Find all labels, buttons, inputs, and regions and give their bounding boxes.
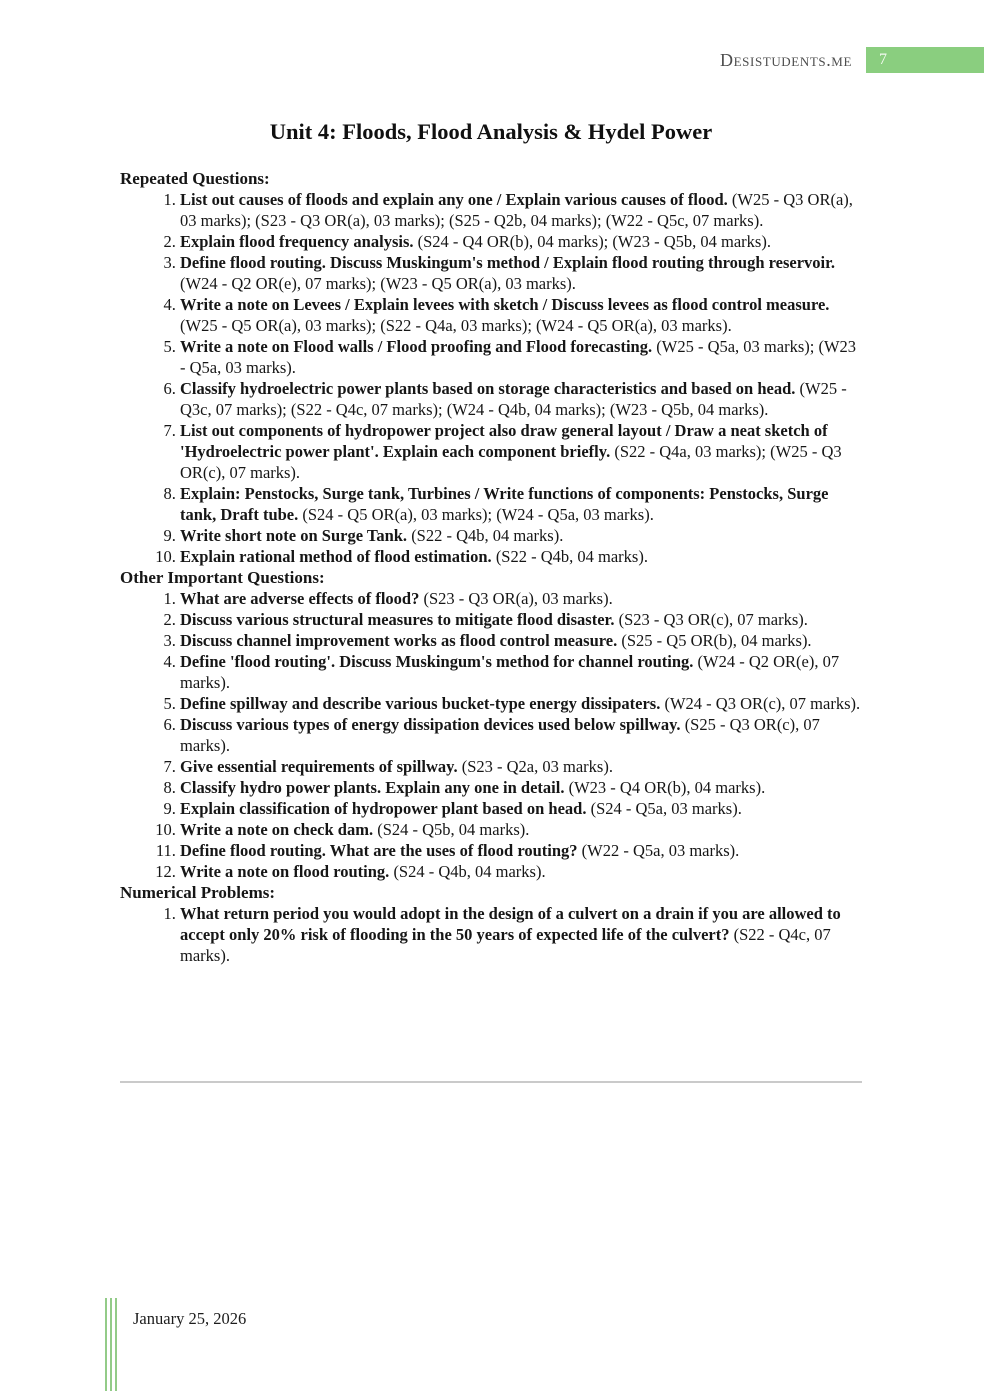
question-text: Classify hydroelectric power plants based on storage characteristics and based on head. [180, 379, 796, 398]
marks-text: (W25 - Q3c, 07 marks); (S22 - Q4c, 07 marks); (W24 - Q4b, 04 marks); (W23 - Q5b, 04 marks). [180, 379, 847, 419]
footer-accent-bars [105, 1298, 120, 1391]
question-text: Define spillway and describe various bucket-type energy dissipaters. [180, 694, 661, 713]
divider-rule [120, 1081, 862, 1083]
question-item [180, 546, 862, 567]
question-item [180, 483, 862, 525]
marks-text: (S24 - Q4b, 04 marks). [393, 862, 546, 881]
question-text: What are adverse effects of flood? [180, 589, 420, 608]
page-title: Unit 4: Floods, Flood Analysis & Hydel Power [269, 119, 713, 144]
question-list [120, 189, 862, 567]
question-text: Write short note on Surge Tank. [180, 526, 408, 545]
marks-text: (W23 - Q4 OR(b), 04 marks). [568, 778, 766, 797]
question-item [180, 777, 862, 798]
question-item [180, 693, 862, 714]
marks-text: (S23 - Q2a, 03 marks). [461, 757, 613, 776]
question-text: Explain classification of hydropower plant based on head. [180, 799, 587, 818]
document-content [120, 118, 862, 966]
question-text: List out components of hydropower project also draw general layout / Draw a neat sketch of 'Hydroelectric power plant'. Explain each component briefly. [180, 421, 828, 461]
page-header [0, 47, 984, 73]
marks-text: (W24 - Q3 OR(c), 07 marks). [664, 694, 861, 713]
question-text: Explain rational method of flood estimation. [180, 547, 492, 566]
question-text: Write a note on flood routing. [180, 862, 390, 881]
question-text: Write a note on Levees / Explain levees with sketch / Discuss levees as flood control measure. [180, 295, 830, 314]
question-item [180, 903, 862, 966]
section-heading: Repeated Questions: [120, 169, 270, 188]
page-number: 7 [879, 51, 887, 68]
marks-text: (S24 - Q5b, 04 marks). [377, 820, 530, 839]
marks-text: (S25 - Q5 OR(b), 04 marks). [621, 631, 812, 650]
marks-text: (W24 - Q2 OR(e), 07 marks); (W23 - Q5 OR(a), 03 marks). [180, 274, 576, 293]
question-list [120, 903, 862, 966]
section-heading: Other Important Questions: [120, 568, 325, 587]
question-item [180, 420, 862, 483]
section-heading: Numerical Problems: [120, 883, 276, 902]
question-item [180, 231, 862, 252]
question-text: What return period you would adopt in the design of a culvert on a drain if you are allowed to accept only 20% risk of flooding in the 50 years of expected life of the culvert? [180, 904, 841, 944]
question-item [180, 189, 862, 231]
question-text: Explain: Penstocks, Surge tank, Turbines / Write functions of components: Penstocks, Surge tank, Draft tube. [180, 484, 829, 524]
question-item [180, 798, 862, 819]
question-item [180, 630, 862, 651]
question-text: List out causes of floods and explain any one / Explain various causes of flood. [180, 190, 728, 209]
question-item [180, 861, 862, 882]
question-text: Define 'flood routing'. Discuss Muskingum's method for channel routing. [180, 652, 694, 671]
marks-text: (W25 - Q3 OR(a), 03 marks); (S23 - Q3 OR(a), 03 marks); (S25 - Q2b, 04 marks); (W22 - Q5c, 07 marks). [180, 190, 853, 230]
question-list [120, 588, 862, 882]
marks-text: (S22 - Q4b, 04 marks). [411, 526, 564, 545]
question-item [180, 294, 862, 336]
question-text: Explain flood frequency analysis. [180, 232, 414, 251]
question-item [180, 336, 862, 378]
question-text: Classify hydro power plants. Explain any one in detail. [180, 778, 565, 797]
marks-text: (S22 - Q4b, 04 marks). [495, 547, 648, 566]
marks-text: (S24 - Q5 OR(a), 03 marks); (W24 - Q5a, 03 marks). [302, 505, 654, 524]
marks-text: (S23 - Q3 OR(c), 07 marks). [618, 610, 808, 629]
question-item [180, 252, 862, 294]
marks-text: (S22 - Q4a, 03 marks); (W25 - Q3 OR(c), 07 marks). [180, 442, 842, 482]
question-text: Discuss channel improvement works as flood control measure. [180, 631, 618, 650]
question-text: Discuss various structural measures to mitigate flood disaster. [180, 610, 615, 629]
marks-text: (S24 - Q4 OR(b), 04 marks); (W23 - Q5b, 04 marks). [417, 232, 771, 251]
question-sections [120, 168, 862, 966]
marks-text: (S25 - Q3 OR(c), 07 marks). [180, 715, 820, 755]
question-item [180, 756, 862, 777]
question-item [180, 609, 862, 630]
question-item [180, 714, 862, 756]
question-item [180, 525, 862, 546]
marks-text: (W25 - Q5 OR(a), 03 marks); (S22 - Q4a, 03 marks); (W24 - Q5 OR(a), 03 marks). [180, 316, 732, 335]
question-item [180, 588, 862, 609]
site-name: Desistudents.me [720, 50, 852, 70]
question-text: Write a note on check dam. [180, 820, 374, 839]
marks-text: (W25 - Q5a, 03 marks); (W23 - Q5a, 03 marks). [180, 337, 857, 377]
question-item [180, 819, 862, 840]
question-text: Write a note on Flood walls / Flood proofing and Flood forecasting. [180, 337, 653, 356]
question-text: Give essential requirements of spillway. [180, 757, 458, 776]
marks-text: (S22 - Q4c, 07 marks). [180, 925, 831, 965]
page-number-badge [866, 47, 984, 73]
marks-text: (W24 - Q2 OR(e), 07 marks). [180, 652, 840, 692]
marks-text: (S23 - Q3 OR(a), 03 marks). [423, 589, 613, 608]
footer-date: January 25, 2026 [133, 1309, 247, 1328]
marks-text: (S24 - Q5a, 03 marks). [590, 799, 742, 818]
marks-text: (W22 - Q5a, 03 marks). [581, 841, 740, 860]
question-item [180, 840, 862, 861]
question-text: Discuss various types of energy dissipation devices used below spillway. [180, 715, 681, 734]
question-text: Define flood routing. Discuss Muskingum's method / Explain flood routing through reservoir. [180, 253, 836, 272]
question-item [180, 378, 862, 420]
question-text: Define flood routing. What are the uses of flood routing? [180, 841, 578, 860]
question-item [180, 651, 862, 693]
